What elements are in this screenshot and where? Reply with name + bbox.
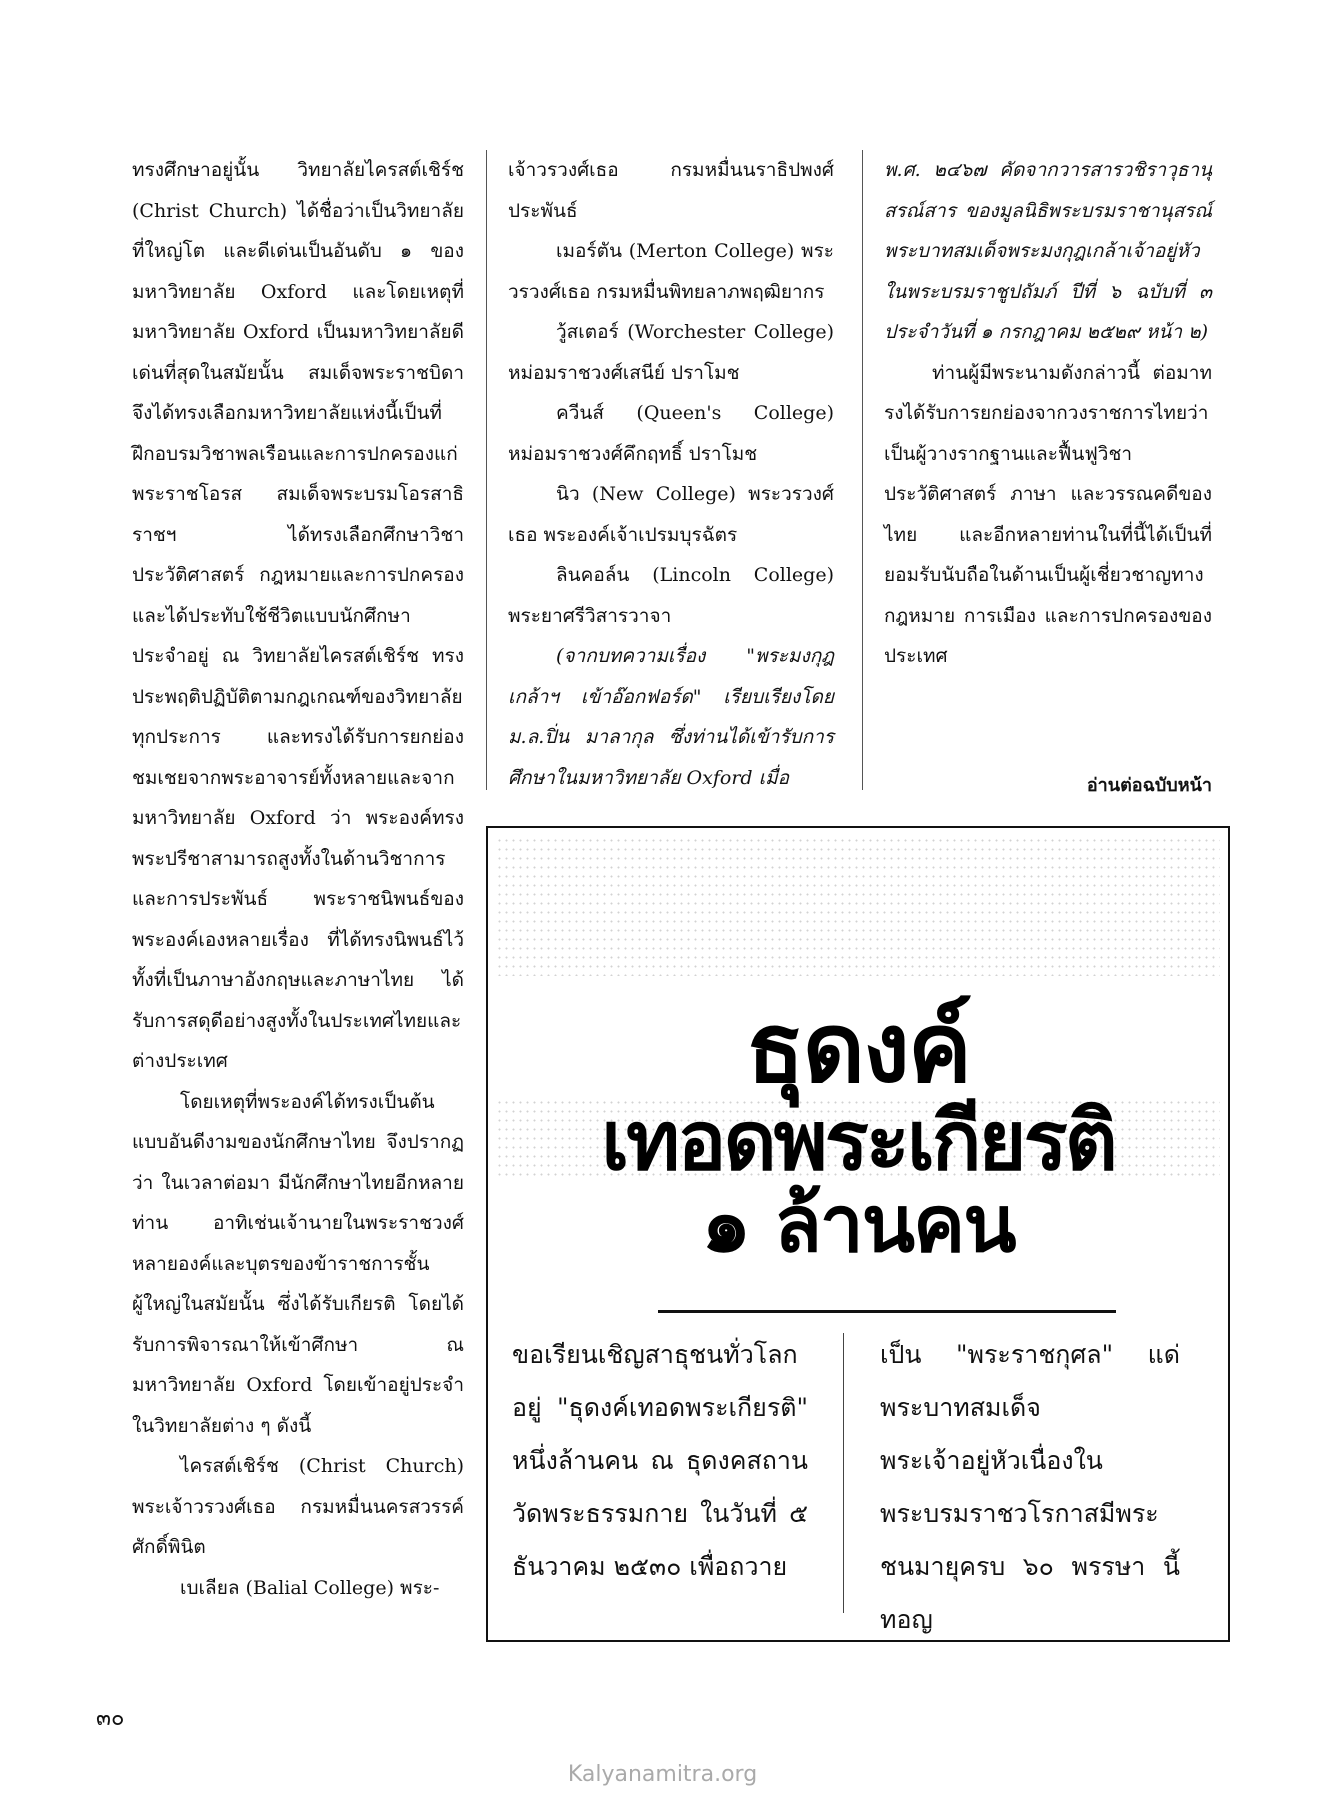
advert-body-right: เป็น "พระราชกุศล" แด่พระบาทสมเด็จพระเจ้าอยู่หัวเนื่องในพระบรมราชวโรกาสมีพระชนมายุครบ ๖๐ พรรษา นี้ทอญ xyxy=(880,1340,1180,1634)
headline-line-2: เทอดพระเกียรติ xyxy=(601,1093,1115,1189)
column-divider xyxy=(862,150,863,790)
paragraph: ท่านผู้มีพระนามดังกล่าวนี้ ต่อมาทรงได้รับการยกย่องจากวงราชการไทยว่า เป็นผู้วางรากฐานและฟื้นฟูวิชาประวัติศาสตร์ ภาษา และวรรณคดีของไทย และอีกหลายท่านในที่นี้ได้เป็นที่ยอมรับนับถือในด้านเป็นผู้เชี่ยวชาญทางกฎหมาย การเมือง และการปกครองของประเทศ xyxy=(884,361,1212,667)
citation-paragraph: (จากบทความเรื่อง "พระมงกุฎเกล้าฯ เข้าอ๊อกฟอร์ด" เรียบเรียงโดย ม.ล.ปิ่น มาลากุล ซึ่งท่านได้เข้ารับการศึกษาในมหาวิทยาลัย Oxford เมื่อ xyxy=(508,645,834,789)
article-column-1 xyxy=(132,150,464,1608)
continued-next-issue: อ่านต่อฉบับหน้า xyxy=(1086,775,1212,796)
paragraph: ลินคอล์น (Lincoln College) พระยาศรีวิสารวาจา xyxy=(508,564,834,627)
paragraph: เจ้าวรวงศ์เธอ กรมหมื่นนราธิปพงศ์ประพันธ์ xyxy=(508,159,834,222)
advert-column-divider xyxy=(843,1333,844,1613)
citation-paragraph: พ.ศ. ๒๔๖๗ คัดจากวารสารวชิราวุธานุสรณ์สาร ของมูลนิธิพระบรมราชานุสรณ์ พระบาทสมเด็จพระมงกุฎเกล้าเจ้าอยู่หัว ในพระบรมราชูปถัมภ์ ปีที่ ๖ ฉบับที่ ๓ ประจำวันที่ ๑ กรกฎาคม ๒๕๒๙ หน้า ๒) xyxy=(884,159,1212,343)
paragraph: นิว (New College) พระวรวงศ์เธอ พระองค์เจ้าเปรมบุรฉัตร xyxy=(508,483,834,546)
watermark: Kalyanamitra.org xyxy=(567,1762,758,1787)
column-divider xyxy=(486,150,487,790)
print-noise xyxy=(496,836,1220,976)
paragraph: โดยเหตุที่พระองค์ได้ทรงเป็นต้นแบบอันดีงามของนักศึกษาไทย จึงปรากฏว่า ในเวลาต่อมา มีนักศึกษาไทยอีกหลายท่าน อาทิเช่นเจ้านายในพระราชวงศ์หลายองค์และบุตรของข้าราชการชั้นผู้ใหญ่ในสมัยนั้น ซึ่งได้รับเกียรติ โดยได้รับการพิจารณาให้เข้าศึกษา ณ มหาวิทยาลัย Oxford โดยเข้าอยู่ประจำในวิทยาลัยต่าง ๆ ดังนี้ xyxy=(132,1090,464,1437)
advert-headline xyxy=(488,992,1228,1270)
paragraph: วู้สเตอร์ (Worchester College) หม่อมราชวงศ์เสนีย์ ปราโมช xyxy=(508,321,834,384)
paragraph: ทรงศึกษาอยู่นั้น วิทยาลัยไครสต์เชิร์ช (Christ Church) ได้ชื่อว่าเป็นวิทยาลัยที่ใหญ่โต และดีเด่นเป็นอันดับ ๑ ของมหาวิทยาลัย Oxford และโดยเหตุที่มหาวิทยาลัย Oxford เป็นมหาวิทยาลัยดีเด่นที่สุดในสมัยนั้น สมเด็จพระราชบิดาจึงได้ทรงเลือกมหาวิทยาลัยแห่งนี้เป็นที่ฝึกอบรมวิชาพลเรือนและการปกครองแก่พระราชโอรส สมเด็จพระบรมโอรสาธิราชฯ ได้ทรงเลือกศึกษาวิชาประวัติศาสตร์ กฎหมายและการปกครอง และได้ประทับใช้ชีวิตแบบนักศึกษาประจำอยู่ ณ วิทยาลัยไครสต์เชิร์ช ทรงประพฤติปฏิบัติตามกฎเกณฑ์ของวิทยาลัยทุกประการ และทรงได้รับการยกย่องชมเชยจากพระอาจารย์ทั้งหลายและจากมหาวิทยาลัย Oxford ว่า พระองค์ทรงพระปรีชาสามารถสูงทั้งในด้านวิชาการและการประพันธ์ พระราชนิพนธ์ของพระองค์เองหลายเรื่อง ที่ได้ทรงนิพนธ์ไว้ทั้งที่เป็นภาษาอังกฤษและภาษาไทย ได้รับการสดุดีอย่างสูงทั้งในประเทศไทยและต่างประเทศ xyxy=(132,159,464,1072)
article-column-2 xyxy=(508,150,834,798)
paragraph: ควีนส์ (Queen's College) หม่อมราชวงศ์คึกฤทธิ์ ปราโมช xyxy=(508,402,834,465)
headline-line-1: ธุดงค์ xyxy=(745,992,971,1104)
advert-body-left: ขอเรียนเชิญสาธุชนทั่วโลกอยู่ "ธุดงค์เทอดพระเกียรติ" หนึ่งล้านคน ณ ธุดงคสถาน วัดพระธรรมกาย ในวันที่ ๕ ธันวาคม ๒๕๓๐ เพื่อถวาย xyxy=(512,1340,808,1581)
advert-divider xyxy=(658,1310,1116,1313)
paragraph: เบเลียล (Balial College) พระ- xyxy=(180,1576,440,1599)
paragraph: ไครสต์เชิร์ช (Christ Church) พระเจ้าวรวงศ์เธอ กรมหมื่นนครสวรรค์ศักดิ์พินิต xyxy=(132,1455,464,1558)
article-column-3 xyxy=(884,150,1212,677)
paragraph: เมอร์ตัน (Merton College) พระวรวงศ์เธอ กรมหมื่นพิทยลาภพฤฒิยากร xyxy=(508,240,834,303)
advertisement-box xyxy=(486,826,1230,1642)
headline-line-3: ๑ ล้านคน xyxy=(701,1179,1015,1270)
page-number: ๓๐ xyxy=(96,1706,125,1731)
